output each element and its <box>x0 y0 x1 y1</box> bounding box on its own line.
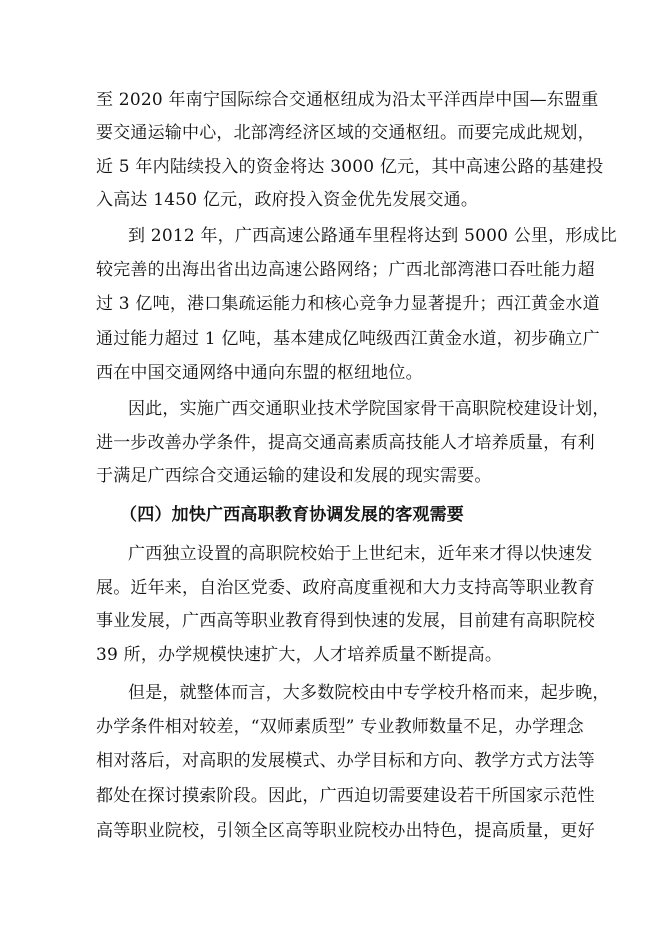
text-line: 西在中国交通网络中通向东盟的枢纽地位。 <box>96 363 423 383</box>
text-line: 办学条件相对较差，“双师素质型” 专业教师数量不足，办学理念 <box>96 717 584 737</box>
text-line: 进一步改善办学条件，提高交通高素质高技能人才培养质量，有利 <box>96 433 595 453</box>
text-line: 相对落后，对高职的发展模式、办学目标和方向、教学方式方法等 <box>96 751 595 771</box>
text-line: 广西独立设置的高职院校始于上世纪末，近年来才得以快速发 <box>128 544 593 564</box>
text-line: 近 5 年内陆续投入的资金将达 3000 亿元，其中高速公路的基建投 <box>96 157 604 177</box>
text-line: 较完善的出海出省出边高速公路网络；广西北部湾港口吞吐能力超 <box>96 260 595 280</box>
text-line: 高等职业院校，引领全区高等职业院校办出特色，提高质量，更好 <box>96 821 595 841</box>
text-line: 事业发展，广西高等职业教育得到快速的发展，目前建有高职院校 <box>96 611 595 631</box>
text-line: 至 2020 年南宁国际综合交通枢纽成为沿太平洋西岸中国—东盟重 <box>96 90 599 110</box>
text-line: 因此，实施广西交通职业技术学院国家骨干高职院校建设计划， <box>128 399 610 419</box>
text-line: 都处在探讨摸索阶段。因此，广西迫切需要建设若干所国家示范性 <box>96 786 595 806</box>
text-line: 到 2012 年，广西高速公路通车里程将达到 5000 公里，形成比 <box>128 226 617 246</box>
text-line: 展。近年来，自治区党委、政府高度重视和大力支持高等职业教育 <box>96 578 595 598</box>
text-line: 入高达 1450 亿元，政府投入资金优先发展交通。 <box>96 190 479 210</box>
text-line: 要交通运输中心，北部湾经济区域的交通枢纽。而要完成此规划， <box>96 123 595 143</box>
section-heading: （四）加快广西高职教育协调发展的客观需要 <box>120 505 464 525</box>
text-line: 但是，就整体而言，大多数院校由中专学校升格而来，起步晚， <box>128 683 610 703</box>
text-line: 通过能力超过 1 亿吨，基本建成亿吨级西江黄金水道，初步确立广 <box>96 329 600 349</box>
text-line: 39 所，办学规模快速扩大，人才培养质量不断提高。 <box>96 645 503 665</box>
text-line: 过 3 亿吨，港口集疏运能力和核心竞争力显著提升；西江黄金水道 <box>96 294 600 314</box>
text-line: 于满足广西综合交通运输的建设和发展的现实需要。 <box>96 466 492 486</box>
